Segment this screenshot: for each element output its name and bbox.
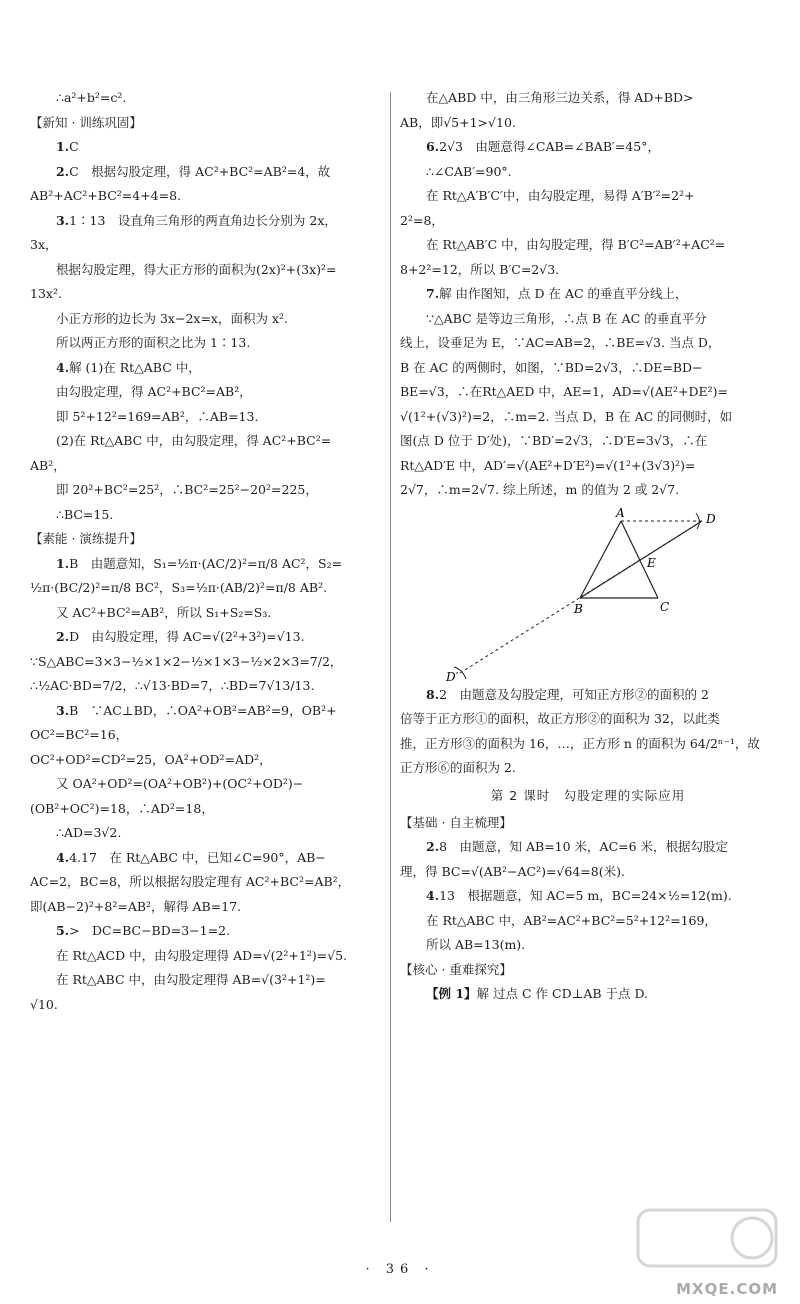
line-text: 图(点 D 位于 D′处)，∵BD′=2√3，∴D′E=3√3，∴在: [400, 433, 708, 448]
text-line: [30, 86, 382, 111]
item-number: 1.: [56, 555, 70, 571]
text-line: [400, 405, 776, 430]
watermark-text: MXQE.COM: [676, 1280, 778, 1298]
line-text: ∴BC=15.: [56, 506, 114, 522]
line-text: (OB²+OC²)=18，∴AD²=18，: [30, 800, 214, 816]
line-text: 4.17 在 Rt△ABC 中，已知∠C=90°，AB−: [69, 849, 326, 865]
line-text: 又 OA²+OD²=(OA²+OB²)+(OC²+OD²)−: [56, 776, 304, 791]
item-number: 5.: [56, 923, 70, 938]
answer-item: [400, 835, 776, 860]
line-text: > DC=BC−BD=3−1=2.: [69, 923, 231, 938]
line-text: 8 由题意，知 AB=10 米，AC=6 米，根据勾股定: [439, 839, 729, 854]
line-text: D 由勾股定理，得 AC=√(2²+3²)=√13.: [69, 629, 305, 644]
text-line: [30, 429, 382, 454]
line-text: BE=√3，∴在Rt△AED 中，AE=1，AD=√(AE²+DE²)=: [400, 384, 728, 399]
line-text: ∴½AC·BD=7/2，∴√13·BD=7，∴BD=7√13/13.: [30, 678, 315, 693]
line-text: AB，即√5+1>√10.: [400, 114, 516, 130]
line-text: 正方形⑥的面积为 2.: [400, 760, 516, 775]
line-text: 推，正方形③的面积为 16，…，正方形 n 的面积为 64/2ⁿ⁻¹，故: [400, 735, 760, 751]
item-number: 4.: [56, 849, 70, 865]
text-line: [30, 307, 382, 332]
line-text: 2²=8，: [400, 212, 444, 228]
line-text: C 根据勾股定理，得 AC²+BC²=AB²=4，故: [69, 163, 331, 179]
item-number: 6.: [426, 139, 440, 154]
geometry-figure: [400, 503, 776, 683]
page-number: · 36 ·: [365, 1262, 435, 1277]
section-heading: 【素能 · 演练提升】: [30, 531, 142, 546]
line-text: AB²+AC²+BC²=4+4=8.: [30, 188, 182, 203]
item-number: 2.: [56, 163, 70, 179]
line-text: 即 20²+BC²=25²，∴BC²=25²−20²=225，: [56, 482, 318, 497]
line-text: 在 Rt△ABC 中，由勾股定理得 AB=√(3²+1²)=: [56, 972, 326, 987]
line-text: 由勾股定理，得 AC²+BC²=AB²，: [56, 384, 252, 399]
answer-item: [30, 135, 382, 160]
segment-ab: [580, 521, 621, 598]
text-line: [400, 331, 776, 356]
text-line: [30, 331, 382, 356]
item-number: 4.: [56, 359, 70, 375]
text-line: [30, 380, 382, 405]
line-text: 所以 AB=13(m).: [426, 937, 526, 952]
item-number: 3.: [56, 702, 70, 718]
line-text: 13 根据题意，知 AC=5 m，BC=24×½=12(m).: [439, 888, 732, 903]
line-text: Rt△AD′E 中，AD′=√(AE²+D′E²)=√(1²+(3√3)²)=: [400, 457, 696, 473]
line-text: B 在 AC 的两侧时，如图，∵BD=2√3，∴DE=BD−: [400, 359, 703, 375]
answer-item: [400, 982, 776, 1007]
line-text: B ∵AC⊥BD，∴OA²+OB²=AB²=9，OB²+: [69, 702, 337, 718]
text-line: [30, 870, 382, 895]
line-text: 根据勾股定理，得大正方形的面积为(2x)²+(3x)²=: [56, 261, 337, 277]
line-text: 3x，: [30, 237, 58, 252]
watermark-circle: [732, 1218, 772, 1258]
line-text: 2√3 由题意得∠CAB=∠BAB′=45°，: [439, 139, 660, 154]
text-line: [400, 454, 776, 479]
line-text: ∴AD=3√2.: [56, 825, 122, 840]
text-line: [30, 821, 382, 846]
line-text: 2√7，∴m=2√7. 综上所述，m 的值为 2 或 2√7.: [400, 482, 680, 497]
arc-mark-d: [696, 513, 699, 529]
text-line: [400, 111, 776, 136]
answer-item: [30, 625, 382, 650]
label-b: B: [574, 601, 583, 616]
text-line: [30, 772, 382, 797]
line-text: 13x².: [30, 286, 62, 301]
right-column-bottom: [400, 683, 776, 1007]
line-text: 8+2²=12，所以 B′C=2√3.: [400, 261, 560, 277]
text-line: [400, 258, 776, 283]
line-text: OC²=BC²=16，: [30, 727, 129, 742]
section-heading: 【新知 · 训练巩固】: [30, 114, 142, 130]
line-text: √(1²+(√3)²)=2，∴m=2. 当点 D，B 在 AC 的同侧时，如: [400, 408, 733, 424]
text-line: [400, 160, 776, 185]
section-heading: 【基础 · 自主梳理】: [400, 814, 512, 830]
answer-item: [30, 919, 382, 944]
text-line: [30, 993, 382, 1018]
item-number: 2.: [56, 629, 70, 644]
text-line: [400, 707, 776, 732]
text-line: [30, 723, 382, 748]
section-heading: 【核心 · 重难探究】: [400, 961, 512, 977]
label-d: D: [706, 511, 716, 526]
text-line: [30, 601, 382, 626]
line-text: 即(AB−2)²+8²=AB²，解得 AB=17.: [30, 898, 242, 914]
text-line: [400, 756, 776, 781]
text-line: [30, 282, 382, 307]
text-line: [30, 968, 382, 993]
line-text: 在 Rt△AB′C 中，由勾股定理，得 B′C²=AB′²+AC²=: [426, 237, 726, 252]
line-text: 小正方形的边长为 3x−2x=x，面积为 x².: [56, 310, 288, 326]
line-text: 线上，设垂足为 E，∵AC=AB=2，∴BE=√3. 当点 D，: [400, 335, 721, 350]
text-line: [30, 674, 382, 699]
text-line: [30, 454, 382, 479]
answer-item: [30, 356, 382, 381]
line-text: 解 由作图知，点 D 在 AC 的垂直平分线上，: [439, 286, 688, 301]
line-text: 在△ABD 中，由三角形三边关系，得 AD+BD>: [426, 90, 694, 105]
item-number: 3.: [56, 212, 70, 228]
line-text: 所以两正方形的面积之比为 1∶13.: [56, 335, 251, 350]
line-text: 理，得 BC=√(AB²−AC²)=√64=8(米).: [400, 863, 625, 879]
item-number: 2.: [426, 839, 440, 854]
answer-item: [400, 683, 776, 708]
line-text: AB²，: [30, 457, 66, 473]
item-number: 4.: [426, 888, 440, 903]
text-line: [400, 233, 776, 258]
left-column: [30, 86, 382, 1017]
line-text: 1∶13 设直角三角形的两直角边长分别为 2x，: [69, 212, 337, 228]
text-line: [400, 478, 776, 503]
text-line: [400, 380, 776, 405]
line-text: 在 Rt△A′B′C′中，由勾股定理，易得 A′B′²=2²+: [426, 188, 695, 203]
text-line: [30, 405, 382, 430]
line-text: ½π·(BC/2)²=π/8 BC²，S₃=½π·(AB/2)²=π/8 AB².: [30, 580, 328, 595]
text-line: [400, 184, 776, 209]
item-number: 8.: [426, 686, 440, 702]
line-text: √10.: [30, 996, 58, 1012]
text-line: [30, 576, 382, 601]
line-text: AC=2，BC=8，所以根据勾股定理有 AC²+BC²=AB²，: [30, 874, 351, 889]
line-text: ∴a²+b²=c².: [56, 90, 127, 105]
line-text: C: [69, 139, 79, 154]
text-line: [30, 650, 382, 675]
text-line: [30, 503, 382, 528]
text-line: [400, 860, 776, 885]
label-c: C: [660, 599, 670, 614]
lesson-title: 第 2 课时 勾股定理的实际应用: [490, 787, 686, 803]
answer-item: [400, 884, 776, 909]
line-text: 在 Rt△ABC 中，AB²=AC²+BC²=5²+12²=169，: [426, 912, 717, 928]
answer-item: [30, 846, 382, 871]
text-line: [30, 797, 382, 822]
text-line: [30, 233, 382, 258]
line-text: 倍等于正方形①的面积，故正方形②的面积为 32，以此类: [400, 711, 720, 726]
item-number: 【例 1】: [426, 986, 477, 1001]
triangle-diagram: [440, 503, 740, 683]
line-text: ∵S△ABC=3×3−½×1×2−½×1×3−½×2×3=7/2，: [30, 653, 343, 669]
text-line: [400, 429, 776, 454]
answer-item: [30, 552, 382, 577]
line-text: 在 Rt△ACD 中，由勾股定理得 AD=√(2²+1²)=√5.: [56, 947, 348, 963]
label-d-prime: D′: [446, 669, 459, 683]
text-line: [400, 209, 776, 234]
item-number: 1.: [56, 139, 70, 154]
answer-item: [30, 160, 382, 185]
text-line: [400, 356, 776, 381]
column-divider: [390, 92, 391, 1222]
text-line: [400, 307, 776, 332]
label-a: A: [616, 505, 625, 520]
text-line: [30, 748, 382, 773]
text-line: [30, 258, 382, 283]
line-text: B 由题意知，S₁=½π·(AC/2)²=π/8 AC²，S₂=: [69, 555, 343, 571]
line-text: 解 过点 C 作 CD⊥AB 于点 D.: [476, 986, 649, 1001]
line-text: ∴∠CAB′=90°.: [426, 163, 512, 179]
line-text: 又 AC²+BC²=AB²，所以 S₁+S₂=S₃.: [56, 604, 272, 620]
item-number: 7.: [426, 286, 440, 301]
line-text: 解 (1)在 Rt△ABC 中，: [69, 359, 201, 375]
answer-item: [400, 135, 776, 160]
answer-item: [30, 209, 382, 234]
right-column-top: [400, 86, 776, 503]
text-line: [30, 895, 382, 920]
right-column: [400, 86, 776, 1007]
text-line: [30, 478, 382, 503]
answer-item: [30, 699, 382, 724]
text-line: [400, 86, 776, 111]
text-line: [30, 944, 382, 969]
line-text: OC²+OD²=CD²=25，OA²+OD²=AD²，: [30, 751, 272, 767]
line-text: 2 由题意及勾股定理，可知正方形②的面积的 2: [439, 686, 709, 702]
text-line: [400, 732, 776, 757]
line-text: 即 5²+12²=169=AB²，∴AB=13.: [56, 408, 259, 424]
text-line: [400, 909, 776, 934]
text-line: [400, 933, 776, 958]
label-e: E: [647, 555, 656, 570]
text-line: [30, 184, 382, 209]
line-text: (2)在 Rt△ABC 中，由勾股定理，得 AC²+BC²=: [56, 433, 332, 448]
line-text: ∵△ABC 是等边三角形，∴点 B 在 AC 的垂直平分: [426, 310, 707, 326]
answer-item: [400, 282, 776, 307]
